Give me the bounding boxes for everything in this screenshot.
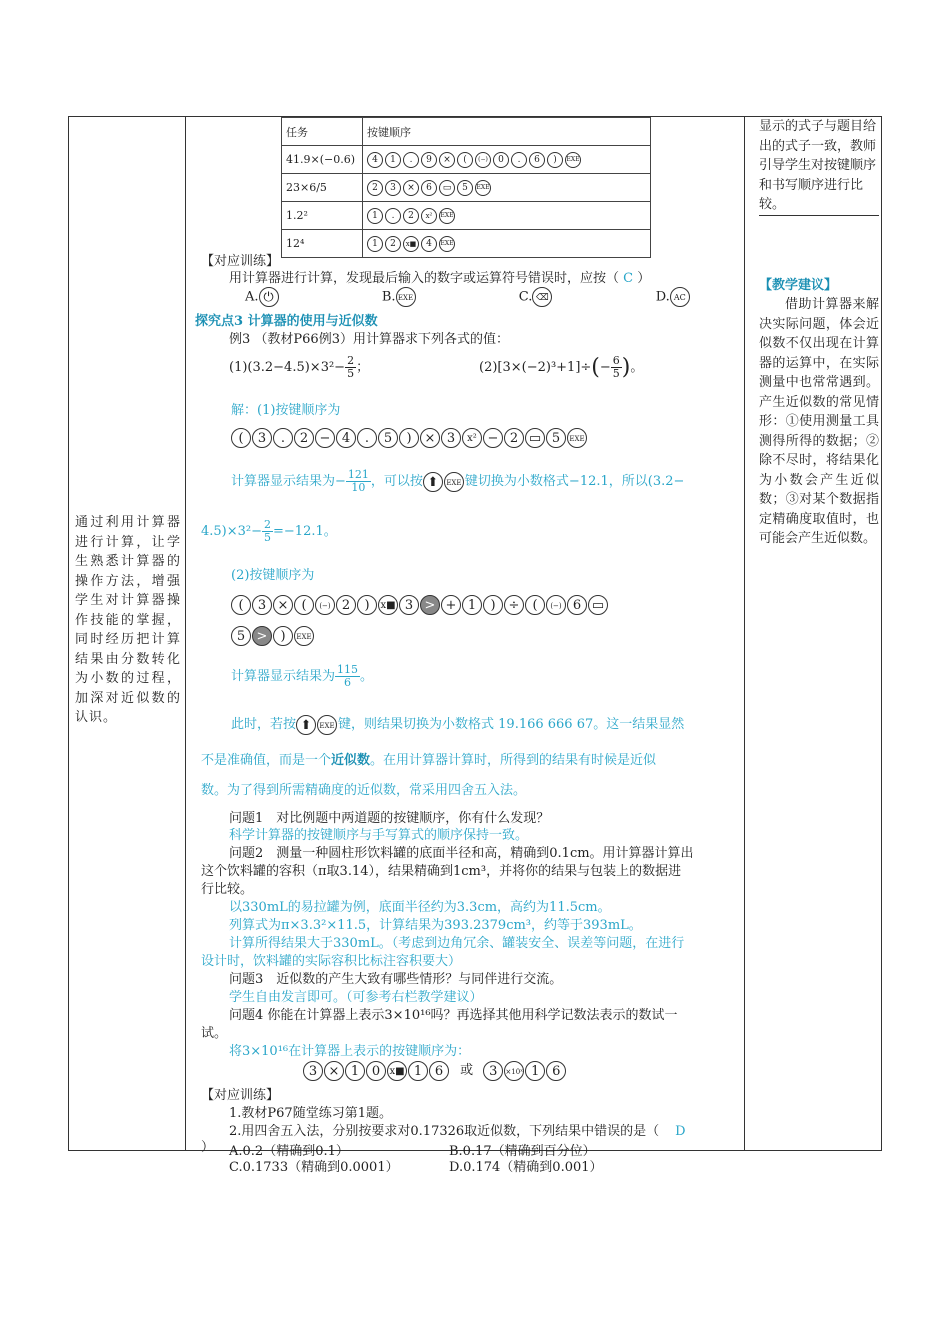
exe-key-icon: EXE	[317, 715, 337, 735]
question-3: 问题3 近似数的产生大致有哪些情形？与同伴进行交流。	[229, 972, 563, 987]
exe-key-icon: EXE	[294, 626, 314, 646]
calc-key-icon: 1	[367, 236, 383, 252]
calc-key-icon: 2	[385, 236, 401, 252]
calc-key-icon: (	[231, 595, 251, 615]
power-key-icon: x■	[403, 236, 419, 252]
calc-key-icon: 5	[378, 428, 398, 448]
negative-key-icon: (−)	[315, 595, 335, 615]
expr-2: (2)[3×(−2)³+1]÷(− $\frac{6}{5}$ )。	[479, 354, 644, 380]
solution-1-result: 计算器显示结果为− $\frac{121}{10}$ ，可以按 ⬆ EXE 键切换为小数格式−12.1，所以(3.2−	[231, 468, 685, 494]
calc-key-icon: )	[483, 595, 503, 615]
calc-key-icon: 6	[421, 180, 437, 196]
calc-key-icon: ×	[273, 595, 293, 615]
option-a: A.0.2（精确到0.1）	[229, 1144, 349, 1159]
calc-key-icon: 6	[429, 1061, 449, 1081]
calc-key-icon: 1	[408, 1061, 428, 1081]
calc-key-icon: 4	[336, 428, 356, 448]
shift-up-key-icon: ⬆	[296, 715, 316, 735]
calc-key-icon: )	[547, 152, 563, 168]
suggestion-title: 【教学建议】	[759, 277, 838, 293]
keys-cell	[363, 146, 651, 174]
power-key-icon: x■	[378, 595, 398, 615]
lesson-table	[68, 116, 882, 1175]
task-cell: 12⁴	[282, 230, 363, 258]
training1-title: 【对应训练】	[201, 254, 280, 269]
solution-2-keys	[231, 595, 609, 615]
calc-key-icon: 3	[385, 180, 401, 196]
calc-key-icon: 1	[462, 595, 482, 615]
calc-key-icon: 5	[231, 626, 251, 646]
square-key-icon: x²	[421, 208, 437, 224]
right-column	[759, 117, 879, 549]
calc-key-icon: 3	[252, 595, 272, 615]
solution-1-keys	[231, 428, 588, 448]
calc-key-icon: .	[385, 208, 401, 224]
table-header: 任务	[282, 118, 363, 146]
calc-key-icon: 3	[252, 428, 272, 448]
option-c: C.0.1733（精确到0.0001）	[229, 1160, 399, 1175]
calc-key-icon: 0	[493, 152, 509, 168]
calc-key-icon: 5	[546, 428, 566, 448]
power-key-icon: x■	[387, 1061, 407, 1081]
negative-key-icon: (−)	[546, 595, 566, 615]
training2-item2: 2.用四舍五入法，分别按要求对0.17326取近似数，下列结果中错误的是（ D	[229, 1124, 686, 1139]
exe-key-icon: EXE	[439, 236, 455, 252]
example-3: 例3 （教材P66例3）用计算器求下列各式的值：	[229, 332, 509, 347]
training1-question: 用计算器进行计算，发现最后输入的数字或运算符号错误时，应按（ C ）	[229, 271, 651, 286]
task-cell: 41.9×(−0.6)	[282, 146, 363, 174]
training2-title: 【对应训练】	[201, 1088, 280, 1103]
calc-key-icon: 1	[385, 152, 401, 168]
fraction-key-icon: ▭	[588, 595, 608, 615]
training2-item2-close: ）	[201, 1140, 215, 1155]
calc-key-icon: .	[273, 428, 293, 448]
solution-2-label: (2)按键顺序为	[231, 568, 315, 583]
or-text: 或	[456, 1063, 478, 1078]
answer-2: 列算式为π×3.3²×11.5，计算结果为393.2379cm³，约等于393mL。	[229, 918, 642, 933]
option-b: B.0.17（精确到百分位）	[449, 1144, 596, 1159]
exe-key-icon: EXE	[444, 472, 464, 492]
calc-key-icon: 6	[546, 1061, 566, 1081]
calc-key-icon: (	[525, 595, 545, 615]
calc-key-icon: .	[357, 428, 377, 448]
ac-key-icon: AC	[670, 287, 690, 307]
calc-key-icon: 3	[441, 428, 461, 448]
calc-key-icon: +	[441, 595, 461, 615]
question-2: 行比较。	[201, 882, 254, 897]
calc-key-icon: 1	[367, 208, 383, 224]
answer-2: 设计时，饮料罐的实际容积比标注容积要大）	[201, 954, 462, 969]
task-cell: 1.2²	[282, 202, 363, 230]
keys-cell	[363, 202, 651, 230]
exe-key-icon: EXE	[396, 287, 416, 307]
exe-key-icon: EXE	[567, 428, 587, 448]
calc-key-icon: 3	[303, 1061, 323, 1081]
training2-answer: D	[675, 1124, 686, 1139]
calc-key-icon: (	[294, 595, 314, 615]
expr-1: (1)(3.2−4.5)×3²− $\frac{2}{5}$ ；	[229, 354, 370, 380]
power-key-icon: ⏻	[259, 287, 279, 307]
square-key-icon: x²	[462, 428, 482, 448]
calc-key-icon: ÷	[504, 595, 524, 615]
times-ten-power-key-icon: ×10ˣ	[504, 1061, 524, 1081]
solution-2-keys	[231, 626, 315, 646]
calc-key-icon: −	[315, 428, 335, 448]
calc-key-icon: .	[511, 152, 527, 168]
calc-key-icon: )	[357, 595, 377, 615]
calc-key-icon: 3	[399, 595, 419, 615]
right-top-note: 显示的式子与题目给出的式子一致，教师引导学生对按键顺序和书写顺序进行比较。	[759, 117, 879, 216]
keys-cell	[363, 174, 651, 202]
calc-key-icon: 6	[567, 595, 587, 615]
exe-key-icon: EXE	[439, 208, 455, 224]
answer-4: 将3×10¹⁶在计算器上表示的按键顺序为：	[229, 1044, 471, 1059]
calc-key-icon: 1	[525, 1061, 545, 1081]
calc-key-icon: 2	[403, 208, 419, 224]
delete-key-icon: ⌫	[532, 287, 552, 307]
question-1: 问题1 对比例题中两道题的按键顺序，你有什么发现？	[229, 811, 550, 826]
right-arrow-key-icon: >	[252, 626, 272, 646]
exe-key-icon: EXE	[475, 180, 491, 196]
solution-1-conclusion: 4.5)×3²− $\frac{2}{5}$ =−12.1。	[201, 518, 337, 544]
shift-up-key-icon: ⬆	[423, 472, 443, 492]
training2-item1: 1.教材P67随堂练习第1题。	[229, 1106, 392, 1121]
training1-answer: C	[623, 271, 634, 286]
calc-key-icon: 5	[457, 180, 473, 196]
calc-key-icon: 6	[529, 152, 545, 168]
calc-key-icon: ×	[439, 152, 455, 168]
calc-key-icon: 2	[336, 595, 356, 615]
negative-key-icon: (−)	[475, 152, 491, 168]
training1-options: A. ⏻ B. EXE C. ⌫ D. AC	[245, 287, 715, 307]
calc-key-icon: .	[403, 152, 419, 168]
suggestion-text: 借助计算器来解决实际问题，体会近似数不仅出现在计算器的运算中，在实际测量中也常常遇到。产生近似数的常见情形：①使用测量工具测得所得的数据；②除不尽时，将结果化为小数会产生近似数；③对某个数据指定精确度取值时，也可能会产生近似数。	[759, 297, 879, 546]
calc-key-icon: ×	[420, 428, 440, 448]
solution-2-result: 计算器显示结果为 $\frac{115}{6}$ 。	[231, 663, 374, 689]
calc-key-icon: (	[457, 152, 473, 168]
calc-key-icon: 4	[367, 152, 383, 168]
question-2: 问题2 测量一种圆柱形饮料罐的底面半径和高，精确到0.1cm。用计算器计算出	[229, 846, 694, 861]
note-line-1: 此时，若按 ⬆ EXE 键，则结果切换为小数格式 19.166 666 67。这一结果显然	[231, 713, 684, 735]
calc-key-icon: ×	[403, 180, 419, 196]
question-4: 试。	[201, 1026, 228, 1041]
option-d: D.0.174（精确到0.001）	[449, 1160, 603, 1175]
calc-key-icon: 2	[367, 180, 383, 196]
note-line-3: 数。为了得到所需精确度的近似数，常采用四舍五入法。	[201, 783, 527, 798]
answer-3: 学生自由发言即可。（可参考右栏教学建议）	[229, 990, 483, 1005]
exe-key-icon: EXE	[565, 152, 581, 168]
answer-4-keys	[303, 1059, 567, 1081]
left-note: 通过利用计算器进行计算，让学生熟悉计算器的操作方法，增强学生对计算器操作技能的掌握，同时经历把计算结果由分数转化为小数的过程，加深对近似数的认识。	[75, 515, 181, 725]
calc-key-icon: 3	[483, 1061, 503, 1081]
calc-key-icon: 9	[421, 152, 437, 168]
calc-key-icon: ×	[324, 1061, 344, 1081]
calc-key-icon: 4	[421, 236, 437, 252]
fraction-key-icon: ▭	[439, 180, 455, 196]
calc-key-icon: 2	[504, 428, 524, 448]
answer-2: 计算所得结果大于330mL。（考虑到边角冗余、罐装安全、误差等问题，在进行	[229, 936, 685, 951]
section-title: 探究点3 计算器的使用与近似数	[195, 314, 378, 329]
keys-cell	[363, 230, 651, 258]
question-4: 问题4 你能在计算器上表示3×10¹⁶吗？再选择其他用科学记数法表示的数试一	[229, 1008, 678, 1023]
calc-key-icon: 0	[366, 1061, 386, 1081]
calc-key-icon: )	[399, 428, 419, 448]
fraction-key-icon: ▭	[525, 428, 545, 448]
calc-key-icon: 2	[294, 428, 314, 448]
note-line-2: 不是准确值，而是一个近似数。在用计算器计算时，所得到的结果有时候是近似	[201, 753, 657, 768]
task-table	[281, 117, 651, 258]
task-cell: 23×6/5	[282, 174, 363, 202]
answer-1: 科学计算器的按键顺序与手写算式的顺序保持一致。	[229, 828, 529, 843]
calc-key-icon: −	[483, 428, 503, 448]
table-header: 按键顺序	[363, 118, 651, 146]
question-2: 这个饮料罐的容积（π取3.14），结果精确到1cm³，并将你的结果与包装上的数据进	[201, 864, 682, 879]
calc-key-icon: )	[273, 626, 293, 646]
right-arrow-key-icon: >	[420, 595, 440, 615]
calc-key-icon: 1	[345, 1061, 365, 1081]
solution-1-label: 解：(1)按键顺序为	[231, 403, 341, 418]
calc-key-icon: (	[231, 428, 251, 448]
answer-2: 以330mL的易拉罐为例，底面半径约为3.3cm，高约为11.5cm。	[229, 900, 611, 915]
